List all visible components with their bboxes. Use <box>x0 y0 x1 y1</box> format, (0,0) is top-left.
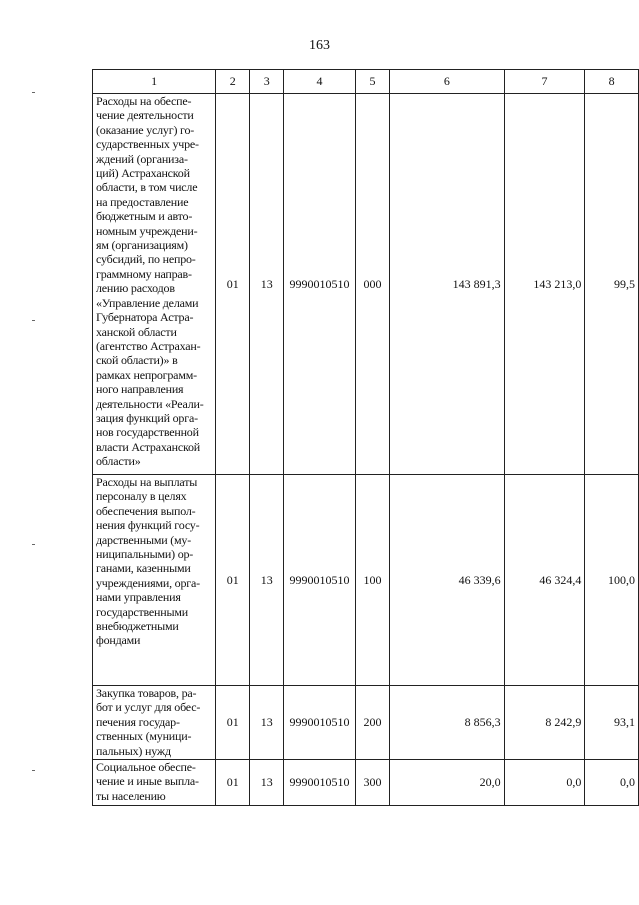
cell-value-8: 93,1 <box>585 686 639 760</box>
column-header: 1 <box>93 70 216 94</box>
row-description: Расходы на выплаты персоналу в целях обеспечения выпол- нения функций госу- дарственными (му- ниципальными) ор- ганами, казенными учреждениями, орга- нами управления государственными внебюджетными фондами <box>93 475 216 686</box>
cell-expense-type: 200 <box>355 686 389 760</box>
cell-expense-type: 000 <box>355 94 389 475</box>
cell-subsection: 13 <box>250 475 284 686</box>
cell-value-8: 99,5 <box>585 94 639 475</box>
cell-value-8: 0,0 <box>585 760 639 806</box>
column-header: 6 <box>390 70 504 94</box>
cell-value-6: 46 339,6 <box>390 475 504 686</box>
cell-section: 01 <box>216 94 250 475</box>
margin-mark <box>32 320 35 321</box>
cell-value-7: 8 242,9 <box>504 686 585 760</box>
cell-value-7: 143 213,0 <box>504 94 585 475</box>
cell-subsection: 13 <box>250 760 284 806</box>
column-header: 2 <box>216 70 250 94</box>
column-header: 5 <box>355 70 389 94</box>
table-row <box>93 94 639 475</box>
cell-value-8: 100,0 <box>585 475 639 686</box>
cell-expense-type: 100 <box>355 475 389 686</box>
row-description: Расходы на обеспе- чение деятельности (оказание услуг) го- сударственных учре- ждений (организа- ций) Астраханской области, в том числе на предоставление бюджетным и авто- номным учреждени- ям (организациям) субсидий, по непро- граммному направ- лению расходов «Управление делами Губернатора Астра- ханской области (агентство Астрахан- ской области)» в рамках непрограмм- ного направления деятельности «Реали- зация функций орга- нов государственной власти Астраханской области» <box>93 94 216 475</box>
column-header: 3 <box>250 70 284 94</box>
column-header: 4 <box>284 70 356 94</box>
table-row <box>93 686 639 760</box>
budget-table <box>92 69 639 806</box>
cell-section: 01 <box>216 686 250 760</box>
cell-target-code: 9990010510 <box>284 94 356 475</box>
column-header: 7 <box>504 70 585 94</box>
row-description: Социальное обеспе- чение и иные выпла- ты населению <box>93 760 216 806</box>
cell-value-7: 0,0 <box>504 760 585 806</box>
cell-subsection: 13 <box>250 686 284 760</box>
cell-subsection: 13 <box>250 94 284 475</box>
margin-mark <box>32 92 35 93</box>
cell-value-6: 143 891,3 <box>390 94 504 475</box>
cell-value-6: 8 856,3 <box>390 686 504 760</box>
table-row <box>93 760 639 806</box>
cell-expense-type: 300 <box>355 760 389 806</box>
row-description: Закупка товаров, ра- бот и услуг для обес- печения государ- ственных (муници- пальных) нужд <box>93 686 216 760</box>
cell-target-code: 9990010510 <box>284 475 356 686</box>
margin-mark <box>32 770 35 771</box>
cell-target-code: 9990010510 <box>284 686 356 760</box>
table-row <box>93 475 639 686</box>
header-row <box>93 70 639 94</box>
cell-section: 01 <box>216 475 250 686</box>
cell-section: 01 <box>216 760 250 806</box>
column-header: 8 <box>585 70 639 94</box>
page-number: 163 <box>309 38 330 53</box>
cell-value-7: 46 324,4 <box>504 475 585 686</box>
cell-value-6: 20,0 <box>390 760 504 806</box>
margin-mark <box>32 544 35 545</box>
cell-target-code: 9990010510 <box>284 760 356 806</box>
